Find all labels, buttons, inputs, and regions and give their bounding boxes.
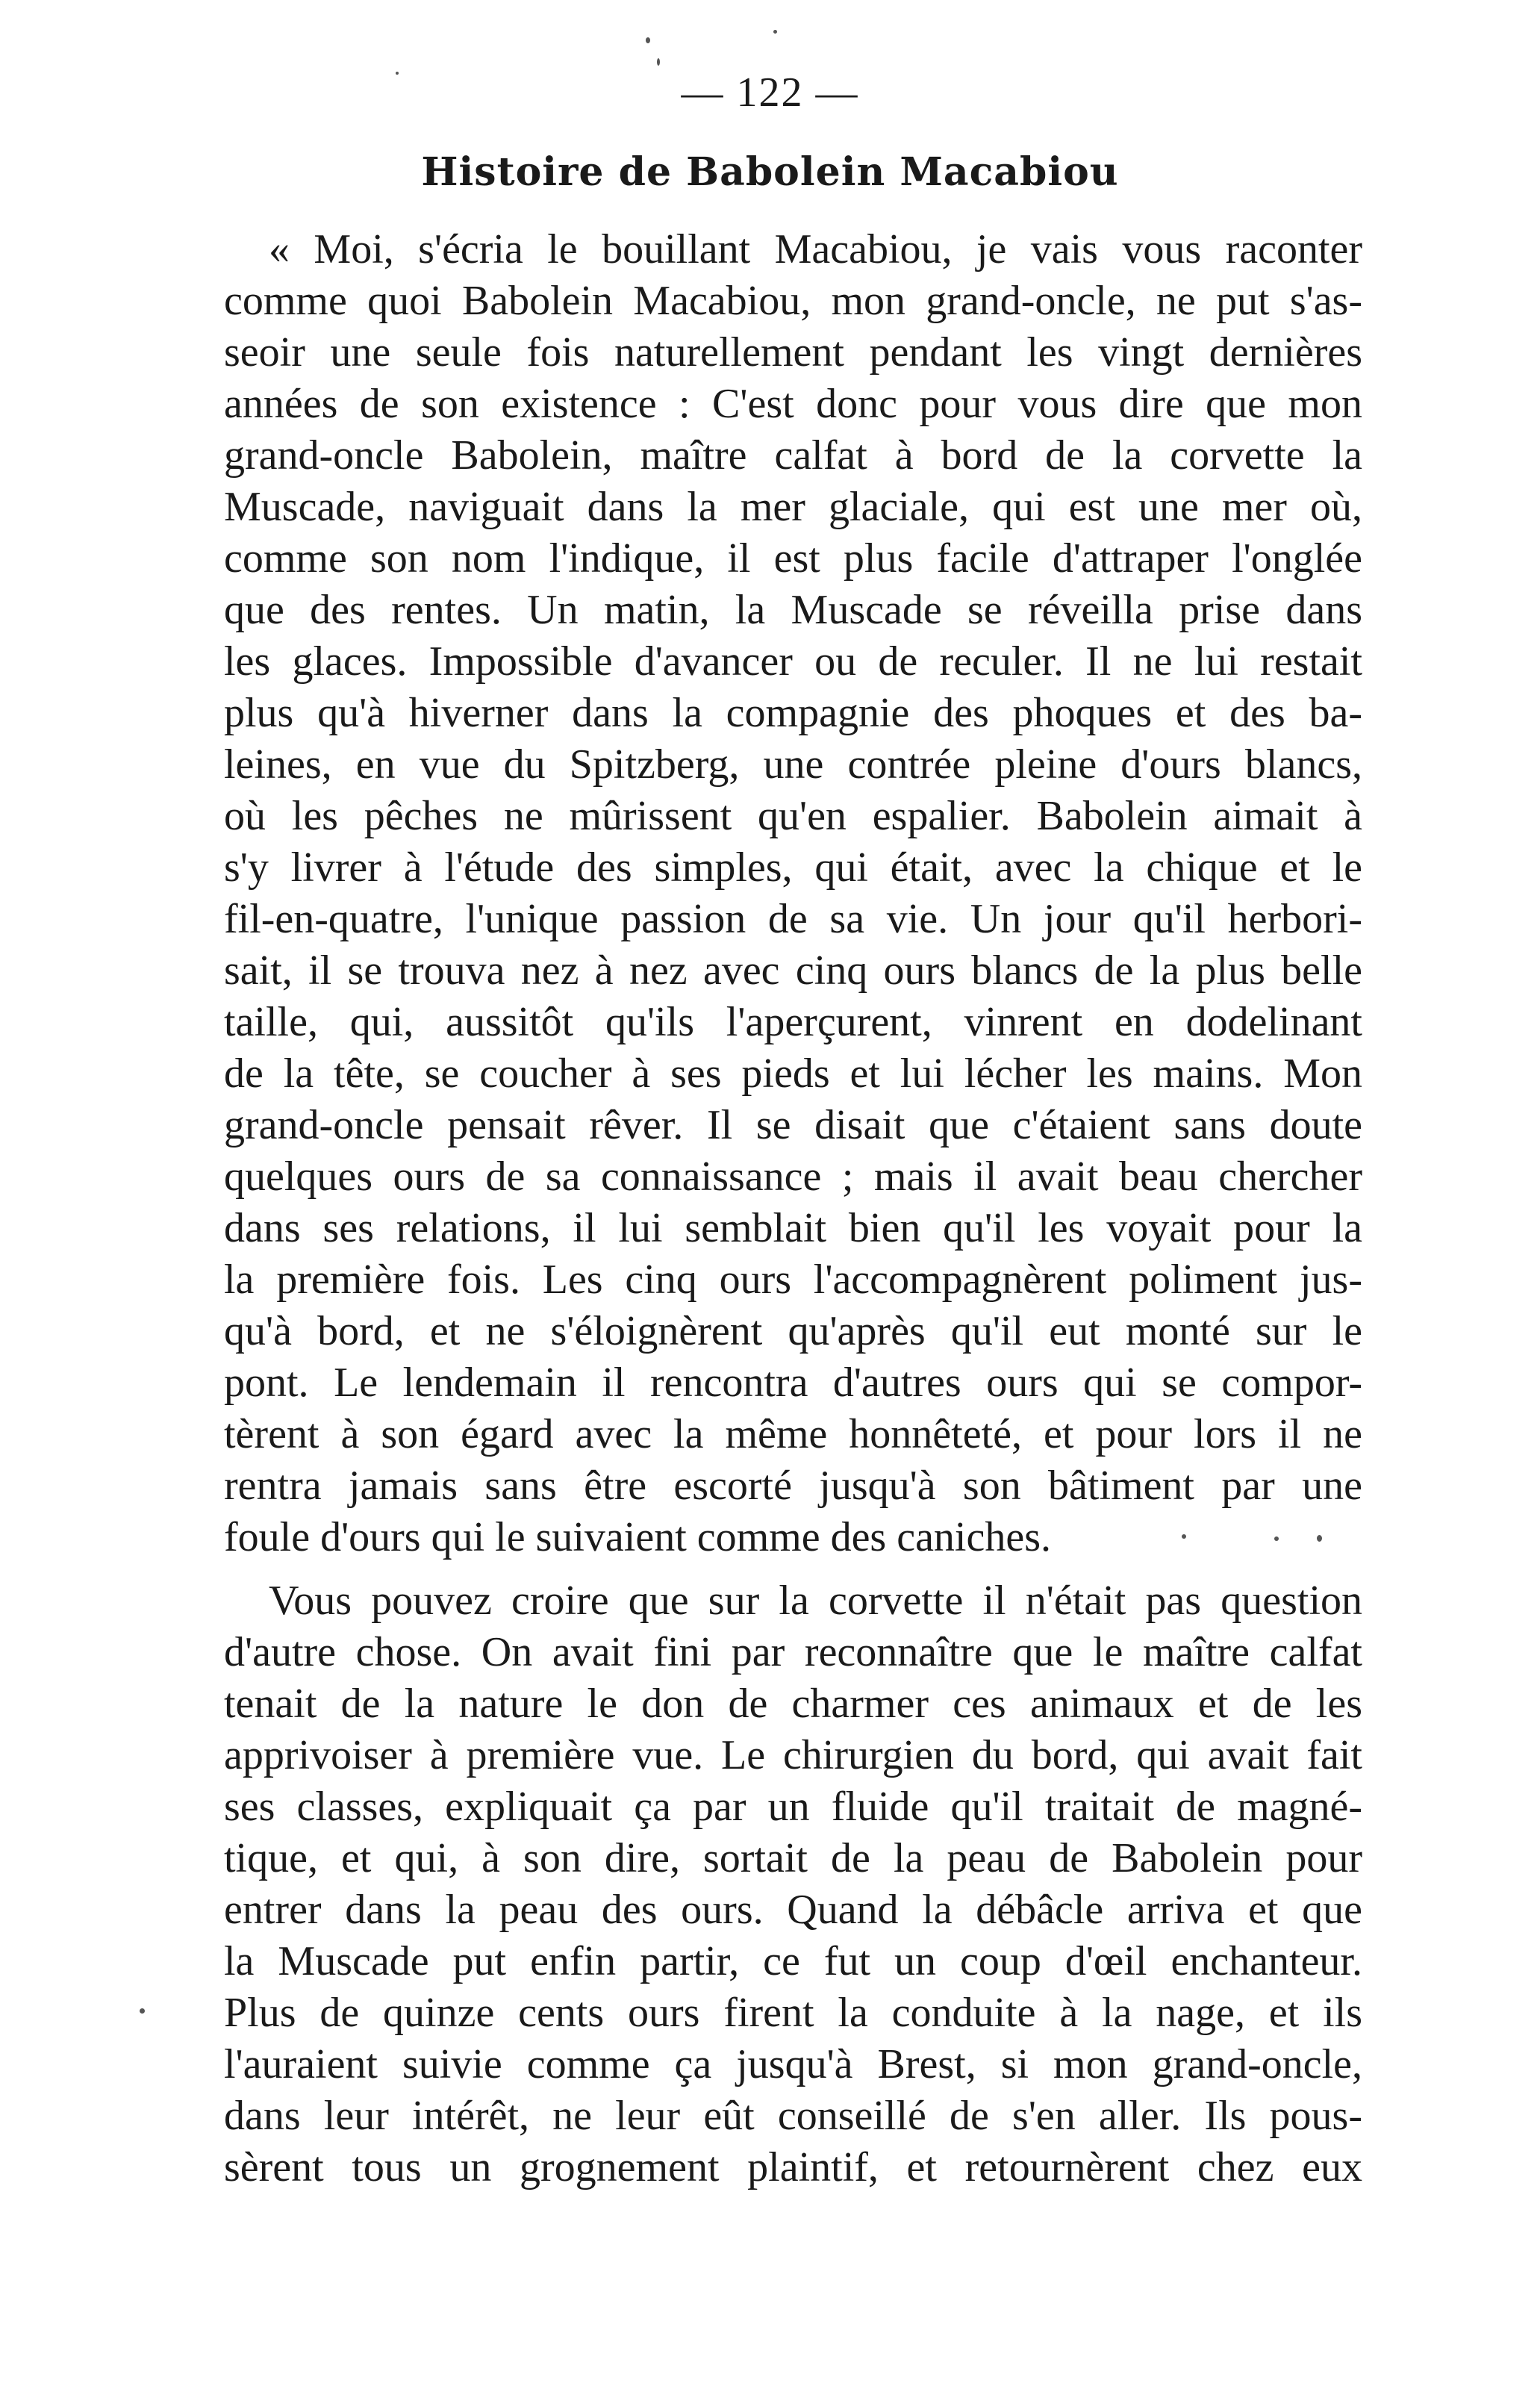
text-line: d'autre chose. On avait fini par reconnaître que le maître calfat [224,1629,1362,1675]
text-line: la Muscade put enfin partir, ce fut un coup d'œil enchanteur. [224,1938,1362,1984]
text-line: tèrent à son égard avec la même honnêteté, et pour lors il ne [224,1411,1362,1457]
text-line: leines, en vue du Spitzberg, une contrée pleine d'ours blancs, [224,741,1362,788]
scan-speck [1274,1536,1279,1541]
text-line: plus qu'à hiverner dans la compagnie des phoques et des ba- [224,690,1362,736]
text-line: tique, et qui, à son dire, sortait de la peau de Babolein pour [224,1835,1362,1881]
scan-speck [646,37,650,43]
text-line: Plus de quinze cents ours firent la conduite à la nage, et ils [224,1990,1362,2036]
text-line: dans ses relations, il lui semblait bien qu'il les voyait pour la [224,1205,1362,1251]
text-line: grand-oncle Babolein, maître calfat à bord de la corvette la [224,432,1362,479]
page-number: — 122 — [681,69,859,116]
text-line: quelques ours de sa connaissance ; mais il avait beau chercher [224,1153,1362,1200]
text-line: dans leur intérêt, ne leur eût conseillé de s'en aller. Ils pous- [224,2093,1362,2139]
text-line: fil-en-quatre, l'unique passion de sa vie. Un jour qu'il herbori- [224,896,1362,942]
paragraph-2 [224,1575,1362,2193]
text-line: seoir une seule fois naturellement pendant les vingt dernières [224,329,1362,376]
scan-speck [140,2008,145,2014]
scan-speck [657,58,660,66]
text-line: entrer dans la peau des ours. Quand la débâcle arriva et que [224,1887,1362,1933]
scan-speck [773,30,777,34]
text-line: comme quoi Babolein Macabiou, mon grand-oncle, ne put s'as- [224,278,1362,324]
text-line: apprivoiser à première vue. Le chirurgien du bord, qui avait fait [224,1732,1362,1778]
text-line: sèrent tous un grognement plaintif, et retournèrent chez eux [224,2144,1362,2190]
text-line: que des rentes. Un matin, la Muscade se réveilla prise dans [224,587,1362,633]
text-line: années de son existence : C'est donc pour vous dire que mon [224,381,1362,427]
text-line: s'y livrer à l'étude des simples, qui était, avec la chique et le [224,844,1362,891]
text-line: les glaces. Impossible d'avancer ou de reculer. Il ne lui restait [224,638,1362,685]
chapter-title: Histoire de Babolein Macabiou [421,149,1119,195]
text-line: Muscade, naviguait dans la mer glaciale, qui est une mer où, [224,484,1362,530]
text-line: pont. Le lendemain il rencontra d'autres ours qui se compor- [224,1360,1362,1406]
text-line: « Moi, s'écria le bouillant Macabiou, je vais vous raconter [269,226,1362,273]
text-line: taille, qui, aussitôt qu'ils l'aperçurent, vinrent en dodelinant [224,999,1362,1045]
text-line: Vous pouvez croire que sur la corvette il n'était pas question [269,1578,1362,1624]
text-line: comme son nom l'indique, il est plus facile d'attraper l'onglée [224,535,1362,582]
text-line: foule d'ours qui le suivaient comme des caniches. [224,1514,1051,1560]
text-line: l'auraient suivie comme ça jusqu'à Brest, si mon grand-oncle, [224,2041,1362,2087]
scan-speck [1317,1535,1322,1542]
text-line: qu'à bord, et ne s'éloignèrent qu'après qu'il eut monté sur le [224,1308,1362,1354]
text-line: ses classes, expliquait ça par un fluide qu'il traitait de magné- [224,1784,1362,1830]
scan-speck [396,72,399,75]
text-line: de la tête, se coucher à ses pieds et lui lécher les mains. Mon [224,1050,1362,1097]
text-line: rentra jamais sans être escorté jusqu'à son bâtiment par une [224,1463,1362,1509]
paragraph-1 [224,224,1362,1563]
text-line: sait, il se trouva nez à nez avec cinq ours blancs de la plus belle [224,947,1362,994]
scan-speck [1182,1534,1186,1539]
text-line: où les pêches ne mûrissent qu'en espalier. Babolein aimait à [224,793,1362,839]
text-line: grand-oncle pensait rêver. Il se disait que c'étaient sans doute [224,1102,1362,1148]
text-line: la première fois. Les cinq ours l'accompagnèrent poliment jus- [224,1257,1362,1303]
text-line: tenait de la nature le don de charmer ces animaux et de les [224,1681,1362,1727]
